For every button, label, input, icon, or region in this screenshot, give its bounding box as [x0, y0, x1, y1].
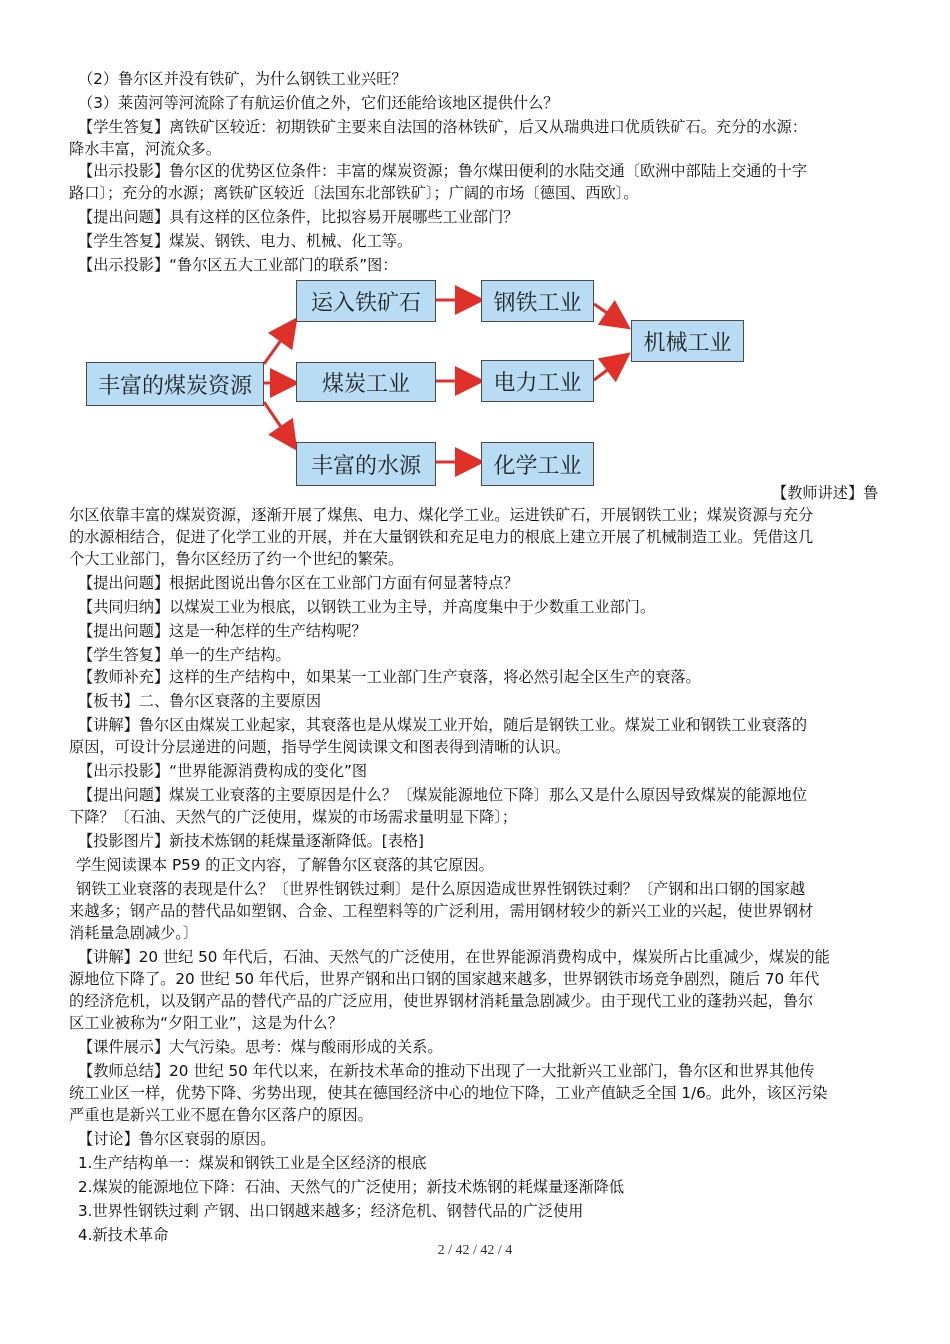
- text-line: 【学生答复】单一的生产结构。: [78, 646, 291, 664]
- text-line: 【课件展示】大气污染。思考：煤与酸雨形成的关系。: [78, 1038, 443, 1056]
- text-line: 【板书】二、鲁尔区衰落的主要原因: [78, 692, 321, 710]
- student-answer-1-cont: 降水丰富，河流众多。: [69, 140, 221, 158]
- arrow-source-to-water: [264, 402, 294, 446]
- text-line: 【讲解】20 世纪 50 年代后，石油、天然气的广泛使用，在世界能源消费构成中，煤炭所占比重减少，煤炭的能: [78, 948, 830, 966]
- text-line: 【提出问题】这是一种怎样的生产结构呢？: [78, 622, 367, 640]
- iron-ore-box: 运入铁矿石: [296, 280, 436, 322]
- student-answer-2: 【学生答复】煤炭、钢铁、电力、机械、化工等。: [78, 232, 413, 250]
- text-line: 统工业区一样，优势下降、劣势出现，使其在德国经济中心的地位下降，工业产值缺乏全国 1/6。此外，该区污染: [69, 1084, 828, 1102]
- arrow-source-to-iron-ore: [264, 322, 294, 364]
- text-line: 【讨论】鲁尔区衰弱的原因。: [78, 1130, 276, 1148]
- list-item: 4.新技术革命: [78, 1226, 169, 1244]
- projection-2: 【出示投影】“鲁尔区五大工业部门的联系”图：: [78, 256, 398, 274]
- chemical-industry-box: 化学工业: [481, 442, 594, 486]
- text-line: 【共同归纳】以煤炭工业为根底，以钢铁工业为主导，并高度集中于少数重工业部门。: [78, 598, 656, 616]
- text-line: 的经济危机，以及钢产品的替代产品的广泛应用，使世界钢材消耗量急剧减少。由于现代工业的蓬勃兴起，鲁尔: [69, 992, 814, 1010]
- text-line: 【提出问题】根据此图说出鲁尔区在工业部门方面有何显著特点？: [78, 574, 519, 592]
- list-item: 2.煤炭的能源地位下降：石油、天然气的广泛使用；新技术炼钢的耗煤量逐渐降低: [78, 1178, 625, 1196]
- list-item: 3.世界性钢铁过剩 产钢、出口钢越来越多；经济危机、钢替代品的广泛使用: [78, 1202, 584, 1220]
- text-line: 【提出问题】煤炭工业衰落的主要原因是什么？〔煤炭能源地位下降〕那么又是什么原因导致煤炭的能源地位: [78, 786, 807, 804]
- water-source-box: 丰富的水源: [296, 442, 436, 486]
- text-line: 学生阅读课本 P59 的正文内容，了解鲁尔区衰落的其它原因。: [76, 856, 494, 874]
- text-line: 【投影图片】新技术炼钢的耗煤量逐渐降低。[表格]: [78, 832, 424, 850]
- text-line: 钢铁工业衰落的表现是什么？〔世界性钢铁过剩〕是什么原因造成世界性钢铁过剩？〔产钢和出口钢的国家越: [76, 880, 805, 898]
- arrow-power-to-machinery: [594, 356, 626, 380]
- power-industry-box: 电力工业: [481, 360, 594, 402]
- arrow-steel-to-machinery: [594, 304, 626, 326]
- text-line: 个大工业部门，鲁尔区经历了约一个世纪的繁荣。: [69, 550, 404, 568]
- industry-relation-diagram: [86, 276, 766, 494]
- coal-resource-box: 丰富的煤炭资源: [86, 362, 264, 406]
- list-item: 1.生产结构单一：煤炭和钢铁工业是全区经济的根底: [78, 1154, 427, 1172]
- text-line: 下降？〔石油、天然气的广泛使用，煤炭的市场需求量明显下降〕；: [69, 808, 518, 826]
- projection-1: 【出示投影】鲁尔区的优势区位条件：丰富的煤炭资源；鲁尔煤田便利的水陆交通〔欧洲中部陆上交通的十字: [78, 162, 807, 180]
- text-line: 来越多；钢产品的替代品如塑钢、合金、工程塑料等的广泛利用，需用钢材较少的新兴工业的兴起，使世界钢材: [69, 902, 814, 920]
- student-answer-1: 【学生答复】离铁矿区较近：初期铁矿主要来自法国的洛林铁矿，后又从瑞典进口优质铁矿石。充分的水源：: [78, 118, 807, 136]
- text-line: 消耗量急剧减少。〕: [69, 924, 199, 942]
- text-line: 源地位下降了。20 世纪 50 年代后，世界产钢和出口钢的国家越来越多，世界钢铁市场竞争剧烈，随后 70 年代: [69, 970, 820, 988]
- text-line: 的水源相结合，促进了化学工业的开展，并在大量钢铁和充足电力的根底上建立开展了机械制造工业。凭借这几: [69, 528, 814, 546]
- text-line: 严重也是新兴工业不愿在鲁尔区落户的原因。: [69, 1106, 373, 1124]
- text-line: 区工业被称为“夕阳工业”，这是为什么？: [69, 1014, 343, 1032]
- coal-industry-box: 煤炭工业: [296, 362, 436, 402]
- page-number: 2 / 42 / 42 / 4: [437, 1243, 513, 1258]
- question-ask-1: 【提出问题】具有这样的区位条件，比拟容易开展哪些工业部门？: [78, 208, 519, 226]
- text-line: 原因，可设计分层递进的问题，指导学生阅读课文和图表得到清晰的认识。: [69, 738, 571, 756]
- steel-industry-box: 钢铁工业: [481, 280, 594, 322]
- text-line: 【出示投影】“世界能源消费构成的变化”图: [78, 762, 368, 780]
- machinery-industry-box: 机械工业: [631, 320, 744, 362]
- teacher-narration-label: 【教师讲述】鲁: [772, 484, 879, 502]
- projection-1-cont: 路口〕；充分的水源；离铁矿区较近〔法国东北部铁矿〕；广阔的市场〔德国、西欧〕。: [69, 184, 639, 202]
- text-line: 【教师补充】这样的生产结构中，如果某一工业部门生产衰落，将必然引起全区生产的衰落。: [78, 668, 701, 686]
- question-2: （2）鲁尔区并没有铁矿，为什么钢铁工业兴旺？: [78, 70, 407, 88]
- text-line: 【教师总结】20 世纪 50 年代以来，在新技术革命的推动下出现了一大批新兴工业部门，鲁尔区和世界其他传: [78, 1062, 815, 1080]
- question-3: （3）莱茵河等河流除了有航运价值之外，它们还能给该地区提供什么？: [78, 94, 559, 112]
- text-line: 【讲解】鲁尔区由煤炭工业起家，其衰落也是从煤炭工业开始，随后是钢铁工业。煤炭工业和钢铁工业衰落的: [78, 716, 807, 734]
- text-line: 尔区依靠丰富的煤炭资源，逐渐开展了煤焦、电力、煤化学工业。运进铁矿石，开展钢铁工业；煤炭资源与充分: [69, 506, 814, 524]
